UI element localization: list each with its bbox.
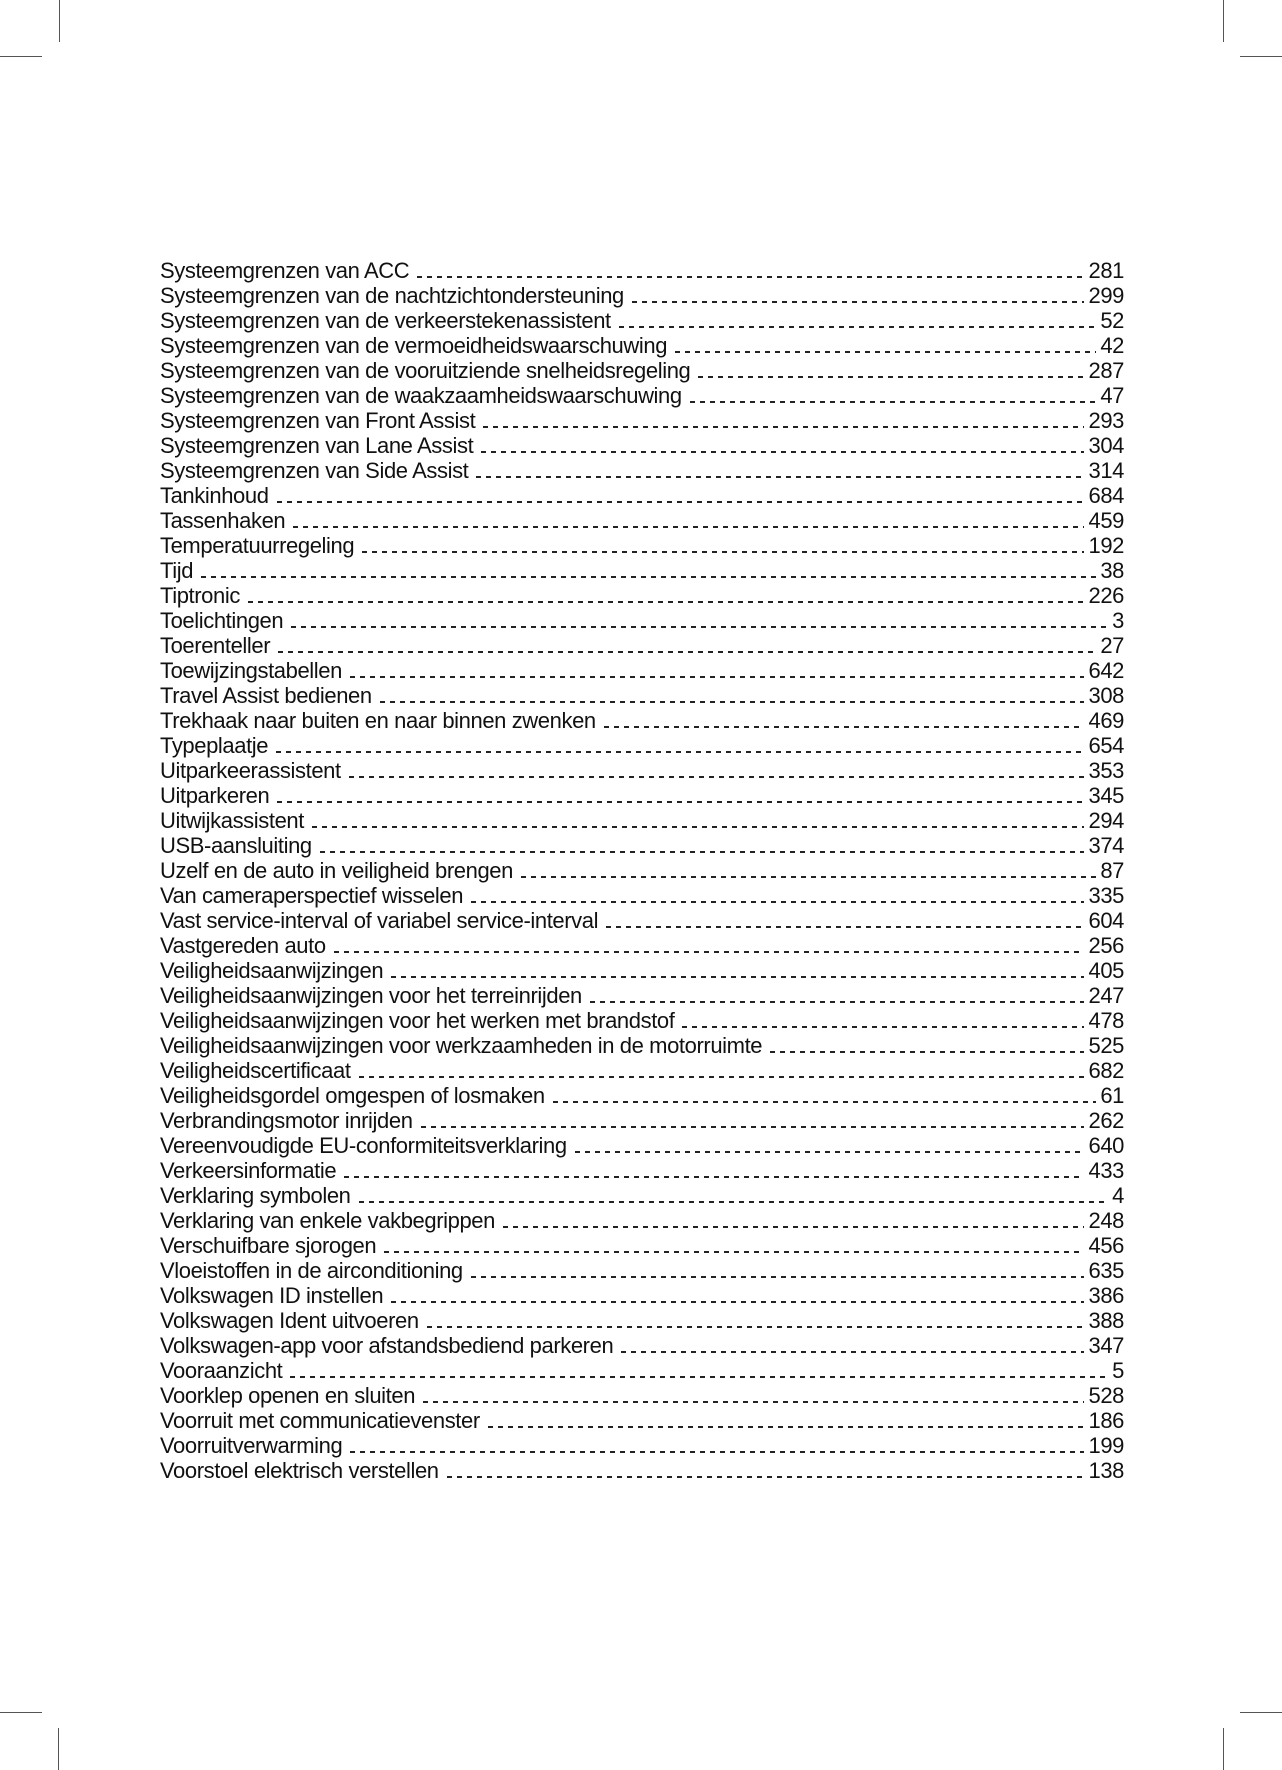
index-term: Systeemgrenzen van de verkeerstekenassistent [160,308,611,333]
index-entry [160,1083,1124,1108]
index-entry [160,783,1124,808]
index-term: Voorruitverwarming [160,1433,343,1458]
dot-leader [320,851,1085,853]
page-number: 335 [1088,883,1124,908]
index-term: Vastgereden auto [160,933,326,958]
index-term: USB-aansluiting [160,833,312,858]
dot-leader [312,826,1085,828]
dot-leader [427,1326,1085,1328]
page-number: 525 [1088,1033,1124,1058]
index-entry [160,1158,1124,1183]
page-number: 87 [1100,858,1124,883]
index-entry [160,858,1124,883]
index-term: Veiligheidsaanwijzingen voor werkzaamheden in de motorruimte [160,1033,763,1058]
page-number: 138 [1088,1458,1124,1483]
dot-leader [359,1201,1109,1203]
index-term: Volkswagen Ident uitvoeren [160,1308,419,1333]
index-entry [160,458,1124,483]
page-number: 459 [1088,508,1124,533]
dot-leader [350,1451,1084,1453]
index-entry [160,1208,1124,1233]
page-number: 256 [1088,933,1124,958]
index-entry [160,1383,1124,1408]
page-number: 456 [1088,1233,1124,1258]
index-entry [160,883,1124,908]
index-term: Voorruit met communicatievenster [160,1408,480,1433]
index-entry [160,1283,1124,1308]
dot-leader [604,726,1085,728]
index-term: Trekhaak naar buiten en naar binnen zwenken [160,708,596,733]
dot-leader [471,901,1084,903]
index-term: Veiligheidscertificaat [160,1058,351,1083]
index-entry [160,283,1124,308]
page-number: 682 [1088,1058,1124,1083]
dot-leader [417,276,1084,278]
index-entry [160,1358,1124,1383]
index-entry [160,958,1124,983]
index-term: Vereenvoudigde EU-conformiteitsverklaring [160,1133,567,1158]
index-term: Van cameraperspectief wisselen [160,883,464,908]
index-entry [160,833,1124,858]
index-entry [160,1233,1124,1258]
page-number: 186 [1088,1408,1124,1433]
index-entry [160,483,1124,508]
index-entry [160,1058,1124,1083]
page-number: 4 [1112,1183,1124,1208]
dot-leader [606,926,1084,928]
page-number: 42 [1100,333,1124,358]
index-term: Volkswagen-app voor afstandsbediend parkeren [160,1333,614,1358]
dot-leader [521,876,1096,878]
page-number: 52 [1100,308,1124,333]
page-number: 299 [1088,283,1124,308]
index-entry [160,583,1124,608]
page-number: 347 [1088,1333,1124,1358]
page-number: 61 [1100,1083,1124,1108]
index-term: Typeplaatje [160,733,269,758]
dot-leader [447,1476,1085,1478]
index-entry [160,1308,1124,1333]
dot-leader [344,1176,1084,1178]
dot-leader [380,701,1085,703]
index-term: Veiligheidsgordel omgespen of losmaken [160,1083,545,1108]
page-number: 684 [1088,483,1124,508]
index-term: Volkswagen ID instellen [160,1283,384,1308]
page-number: 405 [1088,958,1124,983]
page-number: 654 [1088,733,1124,758]
dot-leader [290,1376,1108,1378]
dot-leader [423,1401,1084,1403]
index-entry [160,658,1124,683]
index-entry [160,608,1124,633]
dot-leader [590,1001,1085,1003]
page-number: 287 [1088,358,1124,383]
dot-leader [503,1226,1085,1228]
dot-leader [277,501,1085,503]
index-term: Systeemgrenzen van de vooruitziende snelheidsregeling [160,358,691,383]
dot-leader [675,351,1096,353]
dot-leader [553,1101,1097,1103]
index-term: Vloeistoffen in de airconditioning [160,1258,463,1283]
dot-leader [391,1301,1084,1303]
index-term: Toerenteller [160,633,271,658]
index-entry [160,533,1124,558]
index-entry [160,708,1124,733]
page-number: 304 [1088,433,1124,458]
dot-leader [334,951,1085,953]
index-entry [160,1333,1124,1358]
page-number: 47 [1100,383,1124,408]
page-number: 640 [1088,1133,1124,1158]
index-entry [160,633,1124,658]
index-term: Veiligheidsaanwijzingen [160,958,384,983]
page-number: 262 [1088,1108,1124,1133]
crop-mark [0,1712,42,1713]
crop-mark [1240,1712,1282,1713]
index-entry [160,1258,1124,1283]
index-entry [160,1133,1124,1158]
page-number: 27 [1100,633,1124,658]
index-term: Veiligheidsaanwijzingen voor het werken met brandstof [160,1008,675,1033]
index-entry [160,1108,1124,1133]
index-term: Uitwijkassistent [160,808,304,833]
index-entry [160,683,1124,708]
dot-leader [575,1151,1085,1153]
dot-leader [621,1351,1084,1353]
index-entry [160,1433,1124,1458]
page-number: 478 [1088,1008,1124,1033]
page-number: 642 [1088,658,1124,683]
dot-leader [481,451,1084,453]
index-term: Systeemgrenzen van de vermoeidheidswaarschuwing [160,333,668,358]
index-entry [160,308,1124,333]
dot-leader [293,526,1084,528]
crop-mark [1223,1728,1224,1770]
index-term: Uitparkeren [160,783,270,808]
dot-leader [770,1051,1084,1053]
page-number: 293 [1088,408,1124,433]
dot-leader [201,576,1096,578]
index-term: Voorklep openen en sluiten [160,1383,416,1408]
page-number: 248 [1088,1208,1124,1233]
dot-leader [278,651,1096,653]
dot-leader [248,601,1085,603]
dot-leader [698,376,1084,378]
page-number: 294 [1088,808,1124,833]
dot-leader [619,326,1097,328]
page-number: 281 [1088,258,1124,283]
index-term: Vooraanzicht [160,1358,283,1383]
index-term: Verklaring symbolen [160,1183,351,1208]
index-entry [160,358,1124,383]
index-entry [160,383,1124,408]
page-number: 199 [1088,1433,1124,1458]
page-number: 353 [1088,758,1124,783]
index-entry [160,1458,1124,1483]
page-number: 469 [1088,708,1124,733]
index-entry [160,908,1124,933]
dot-leader [690,401,1097,403]
index-entry [160,808,1124,833]
page-number: 308 [1088,683,1124,708]
page-number: 5 [1112,1358,1124,1383]
page-number: 345 [1088,783,1124,808]
index-entry [160,1183,1124,1208]
dot-leader [349,776,1085,778]
index-term: Systeemgrenzen van Front Assist [160,408,476,433]
index-term: Toewijzingstabellen [160,658,342,683]
index-list [160,258,1124,1483]
dot-leader [362,551,1084,553]
index-term: Verkeersinformatie [160,1158,337,1183]
dot-leader [471,1276,1085,1278]
index-term: Uzelf en de auto in veiligheid brengen [160,858,513,883]
dot-leader [384,1251,1084,1253]
index-term: Verklaring van enkele vakbegrippen [160,1208,495,1233]
index-term: Tiptronic [160,583,240,608]
index-term: Travel Assist bedienen [160,683,372,708]
dot-leader [391,976,1084,978]
dot-leader [682,1026,1084,1028]
index-term: Toelichtingen [160,608,284,633]
dot-leader [277,801,1084,803]
dot-leader [350,676,1085,678]
page-number: 247 [1088,983,1124,1008]
index-entry [160,1408,1124,1433]
index-term: Tassenhaken [160,508,286,533]
index-term: Verbrandingsmotor inrijden [160,1108,413,1133]
crop-mark [0,56,42,57]
dot-leader [632,301,1085,303]
dot-leader [276,751,1084,753]
index-term: Vast service-interval of variabel service-interval [160,908,599,933]
index-entry [160,433,1124,458]
page-number: 433 [1088,1158,1124,1183]
dot-leader [476,476,1084,478]
index-term: Verschuifbare sjorogen [160,1233,377,1258]
index-entry [160,558,1124,583]
page-number: 226 [1088,583,1124,608]
page-number: 388 [1088,1308,1124,1333]
index-entry [160,1008,1124,1033]
index-entry [160,758,1124,783]
page-number: 386 [1088,1283,1124,1308]
index-term: Veiligheidsaanwijzingen voor het terreinrijden [160,983,582,1008]
index-term: Temperatuurregeling [160,533,355,558]
index-entry [160,258,1124,283]
index-term: Systeemgrenzen van ACC [160,258,410,283]
dot-leader [421,1126,1085,1128]
page-number: 374 [1088,833,1124,858]
index-entry [160,408,1124,433]
index-term: Voorstoel elektrisch verstellen [160,1458,439,1483]
crop-mark [1223,0,1224,42]
dot-leader [291,626,1108,628]
index-entry [160,508,1124,533]
index-entry [160,933,1124,958]
crop-mark [59,0,60,42]
index-entry [160,333,1124,358]
page-number: 635 [1088,1258,1124,1283]
index-term: Tijd [160,558,194,583]
crop-mark [1240,56,1282,57]
index-term: Tankinhoud [160,483,269,508]
page-number: 314 [1088,458,1124,483]
index-term: Systeemgrenzen van de nachtzichtondersteuning [160,283,624,308]
page-number: 3 [1112,608,1124,633]
crop-mark [58,1728,59,1770]
dot-leader [359,1076,1085,1078]
index-entry [160,983,1124,1008]
index-term: Uitparkeerassistent [160,758,341,783]
dot-leader [483,426,1084,428]
page-number: 604 [1088,908,1124,933]
index-term: Systeemgrenzen van de waakzaamheidswaarschuwing [160,383,682,408]
index-term: Systeemgrenzen van Lane Assist [160,433,474,458]
index-entry [160,1033,1124,1058]
dot-leader [488,1426,1085,1428]
page-number: 38 [1100,558,1124,583]
index-term: Systeemgrenzen van Side Assist [160,458,469,483]
page-number: 528 [1088,1383,1124,1408]
page-number: 192 [1088,533,1124,558]
index-entry [160,733,1124,758]
